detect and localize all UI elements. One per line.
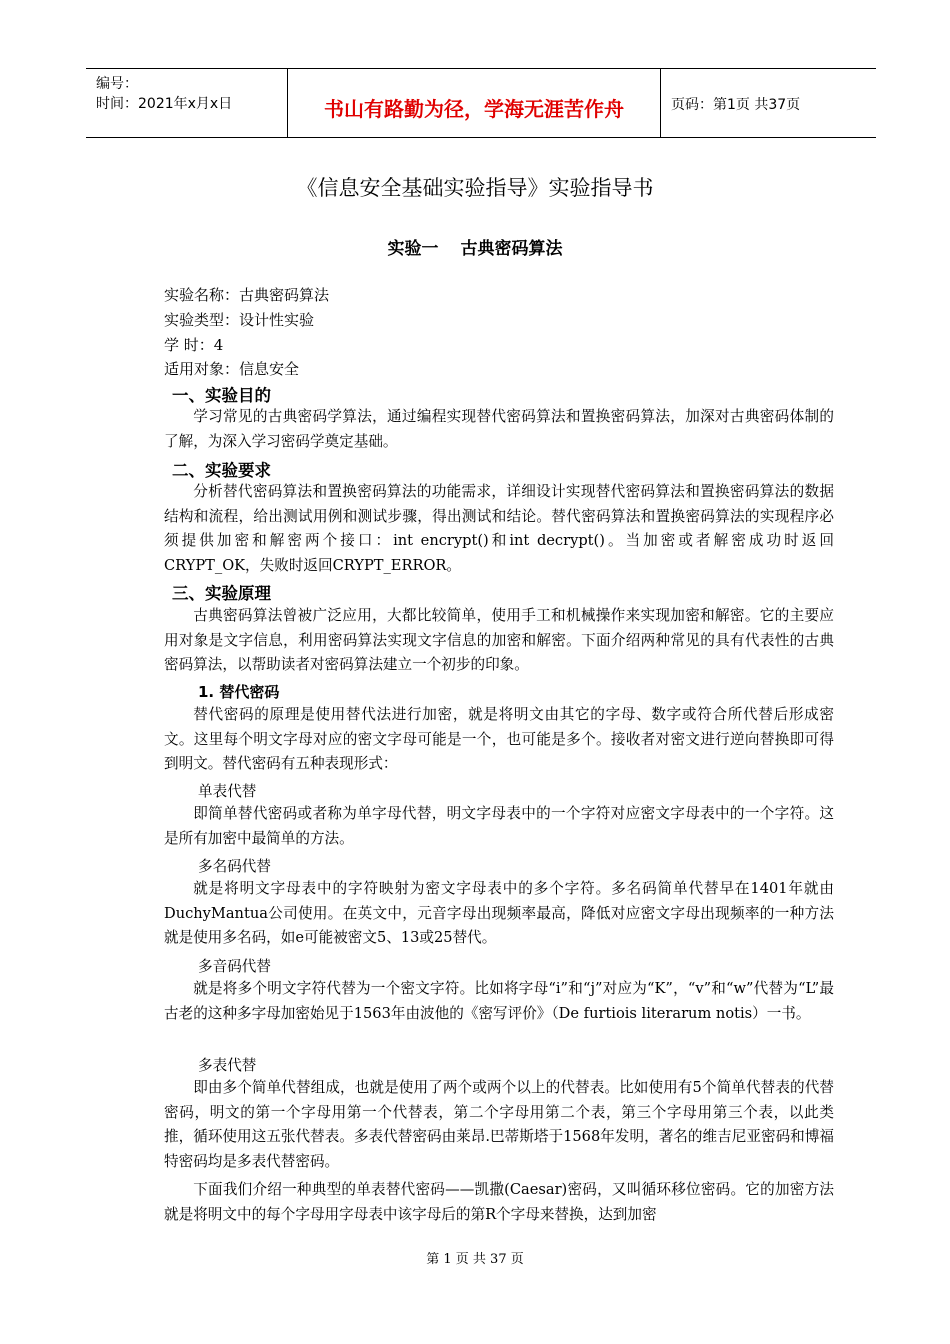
label-homo: 多名码代替 bbox=[198, 858, 271, 875]
header-motto-cell bbox=[288, 69, 661, 137]
experiment-number: 实验一 bbox=[387, 239, 439, 259]
mono-paragraph: 即简单替代密码或者称为单字母代替，明文字母表中的一个字符对应密文字母表中的一个字符。这是所有加密中最简单的方法。 bbox=[164, 805, 834, 847]
time-label: 时间：2021年x月x日 bbox=[96, 96, 233, 112]
experiment-title bbox=[0, 234, 950, 259]
info-type: 实验类型：设计性实验 bbox=[164, 311, 315, 329]
caesar-paragraph: 下面我们介绍一种典型的单表替代密码——凯撒(Caesar)密码，又叫循环移位密码。它的加密方法就是将明文中的每个字母用字母表中该字母后的第R个字母来替换，达到加密 bbox=[164, 1181, 834, 1223]
page-info: 页码：第1页 共37页 bbox=[671, 97, 801, 113]
requirements-paragraph: 分析替代密码算法和置换密码算法的功能需求，详细设计实现替代密码算法和置换密码算法的数据结构和流程，给出测试用例和测试步骤，得出测试和结论。替代密码算法和置换密码算法的实现程序必须提供加密和解密两个接口：int encrypt()和int decrypt()。当加密或者解密成功时返回CRYPT_OK，失败时返回CRYPT_ERROR。 bbox=[164, 483, 834, 574]
header-page-cell bbox=[661, 69, 876, 137]
experiment-name: 古典密码算法 bbox=[460, 239, 563, 259]
label-poly: 多音码代替 bbox=[198, 958, 271, 975]
heading-substitution: 1. 替代密码 bbox=[198, 683, 280, 701]
heading-principle: 三、实验原理 bbox=[172, 584, 271, 603]
substitution-intro: 替代密码的原理是使用替代法进行加密，就是将明文由其它的字母、数字或符合所代替后形成密文。这里每个明文字母对应的密文字母可能是一个，也可能是多个。接收者对密文进行逆向替换即可得到明文。替代密码有五种表现形式： bbox=[164, 706, 834, 772]
heading-requirements: 二、实验要求 bbox=[172, 461, 271, 480]
motto: 书山有路勤为径，学海无涯苦作舟 bbox=[324, 97, 624, 121]
purpose-paragraph: 学习常见的古典密码学算法，通过编程实现替代密码算法和置换密码算法，加深对古典密码体制的了解，为深入学习密码学奠定基础。 bbox=[164, 408, 834, 450]
info-name: 实验名称：古典密码算法 bbox=[164, 286, 330, 304]
code-label: 编号： bbox=[96, 76, 138, 92]
info-audience: 适用对象：信息安全 bbox=[164, 360, 300, 378]
page-footer: 第 1 页 共 37 页 bbox=[426, 1252, 524, 1267]
label-multi: 多表代替 bbox=[198, 1057, 257, 1074]
principle-paragraph: 古典密码算法曾被广泛应用，大都比较简单，使用手工和机械操作来实现加密和解密。它的主要应用对象是文字信息，利用密码算法实现文字信息的加密和解密。下面介绍两种常见的具有代表性的古典密码算法，以帮助读者对密码算法建立一个初步的印象。 bbox=[164, 607, 834, 673]
homo-paragraph: 就是将明文字母表中的字符映射为密文字母表中的多个字符。多名码简单代替早在1401年就由DuchyMantua公司使用。在英文中，元音字母出现频率最高，降低对应密文字母出现频率的一种方法就是使用多名码，如e可能被密文5、13或25替代。 bbox=[164, 880, 834, 946]
info-hours: 学 时：4 bbox=[164, 336, 224, 354]
poly-paragraph: 就是将多个明文字符代替为一个密文字符。比如将字母“i”和“j”对应为“K”，“v”和“w”代替为“L”最古老的这种多字母加密始见于1563年由波他的《密写评价》（De furtiois literarum notis）一书。 bbox=[164, 980, 834, 1022]
label-mono: 单表代替 bbox=[198, 783, 257, 800]
multi-paragraph: 即由多个简单代替组成，也就是使用了两个或两个以上的代替表。比如使用有5个简单代替表的代替密码，明文的第一个字母用第一个代替表，第二个字母用第二个表，第三个字母用第三个表，以此类推，循环使用这五张代替表。多表代替密码由莱昂.巴蒂斯塔于1568年发明，著名的维吉尼亚密码和博福特密码均是多表代替密码。 bbox=[164, 1079, 834, 1170]
heading-purpose: 一、实验目的 bbox=[172, 386, 271, 405]
document-title: 《信息安全基础实验指导》实验指导书 bbox=[296, 176, 654, 200]
page-header bbox=[86, 68, 876, 138]
header-meta-cell bbox=[86, 69, 288, 137]
